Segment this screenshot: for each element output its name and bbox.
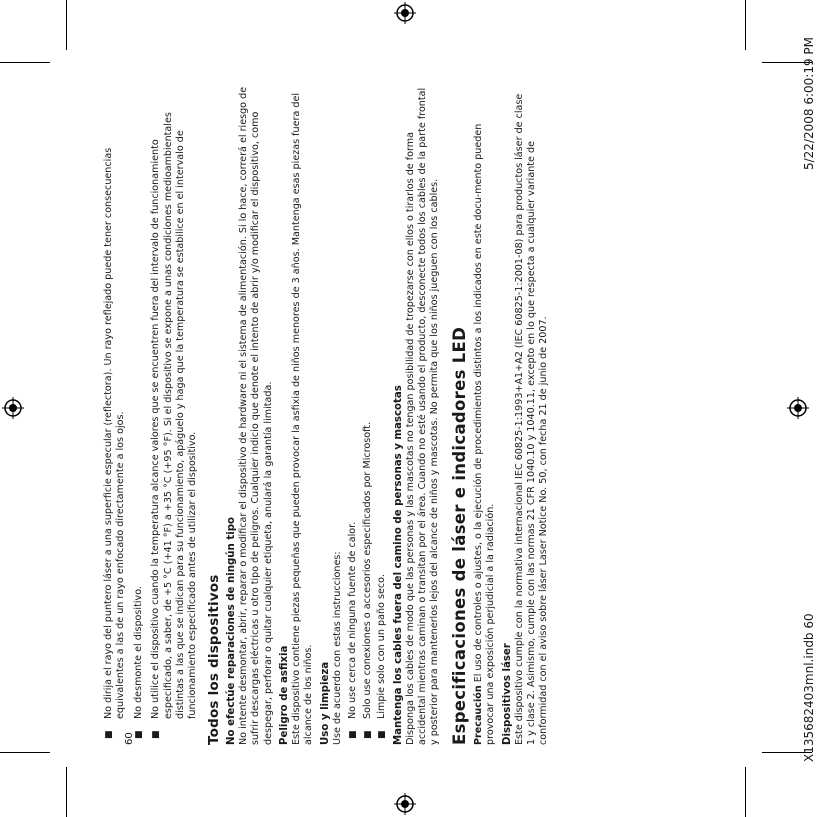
list-item: ■ No dirija el rayo del puntero láser a una superficie especular (reflectora). Un rayo reflejado puede tener consecuencias equivalentes a las de un rayo enfocado directamente a los ojos. [103,147,127,739]
bullet-icon: ■ [348,730,359,739]
choking-heading: Peligro de asfixia [279,645,291,745]
list-item: ■ No desmonte el dispositivo. [132,586,144,739]
use-intro: Use de acuerdo con estas instrucciones: [331,551,343,745]
use-bullet-list [347,85,388,745]
crop-mark-top-right [745,0,746,50]
crop-mark-bottom-left [66,767,67,817]
crop-mark-top-left [66,0,67,50]
registration-mark-bottom-icon [394,793,416,815]
cables-text: Disponga los cables de modo que las personas y las mascotas no tengan posibilidad de tropezarse con ellos o tirarlos de forma accidental mientras caminan o transitan por el área. Cuando no esté usando el producto, desconecte todos los cables de la parte frontal y posterior para mantenerlos lejos del alcance de niños y mascotas. No permita que los niños jueguen con los cables. [404,87,441,745]
caution-label: Precaución [472,685,484,745]
use-cleaning-heading: Uso y limpieza [319,661,331,745]
list-item: ■ No utilice el dispositivo cuando la temperatura alcance valores que se encuentren fuera del intervalo de funcionamiento especificado, a saber, de +5 °C (+41 °F) a +35 °C (+95 °F). Si el dispositivo se expone a unas condiciones medioambientales distintas a las que se indican para su funcionamiento, apáguelo y haga que la temperatura se estabilice en el intervalo de funcionamiento especificado antes de utilizar el dispositivo. [150,112,199,739]
top-bullet-list [103,85,200,745]
page-content [103,85,550,745]
list-item: ■ Limpie solo con un paño seco. [376,574,388,739]
bullet-icon: ■ [362,730,373,739]
crop-mark-left-bottom [0,752,50,753]
bullet-icon: ■ [151,730,162,739]
caution-text: El uso de controles o ajustes, o la ejecución de procedimientos distintos a los indicados en este docu-mento pueden provocar una exposición perjudicial a la radiación. [472,123,497,745]
bullet-icon: ■ [133,730,144,739]
section-title-all-devices: Todos los dispositivos [205,574,222,745]
repairs-text: No intente desmontar, abrir, reparar o modificar el dispositivo de hardware ni el sistema de alimentación. Si lo hace, correrá el riesgo de sufrir descargas eléctricas u otro tipo de peligros. Cualquier indicio que denote el intento de abrir y/o modificar el dispositivo, como despegar, perforar o quitar cualquier etiqueta, anulará la garantía limitada. [237,86,274,745]
laser-devices-text: Este dispositivo cumple con la normativa internacional IEC 60825-1:1993+A1+A2 (IEC 60825-1:2001-08) para productos láser de clase 1 y clase 2. Asimismo, cumple con las normas 21 CFR 1040.10 y 1040.11, excepto en lo que respecta a cualquier variante de conformidad con el aviso sobre láser Laser Notice No. 50, con fecha 21 de junio de 2007. [513,93,550,745]
registration-mark-left-icon [2,397,24,419]
crop-mark-left-top [0,62,50,63]
slug-right: 5/22/2008 6:00:19 PM [802,36,816,170]
choking-text: Este dispositivo contiene piezas pequeñas que pueden provocar la asfixia de niños menores de 3 años. Mantenga esas piezas fuera del alcance de los niños. [291,92,315,745]
page-number: 60 [124,732,135,745]
slug-left: X135682403mnl.indb 60 [802,613,816,762]
registration-mark-top-icon [394,2,416,24]
caution-paragraph [473,85,498,745]
laser-devices-heading: Dispositivos láser [501,643,513,745]
list-item: ■ Solo use conexiones o accesorios especificados por Microsoft. [361,421,373,739]
repairs-heading: No efectúe reparaciones de ningún tipo [225,517,237,745]
bullet-icon: ■ [104,730,114,739]
bullet-icon: ■ [377,730,388,739]
cables-heading: Mantenga los cables fuera del camino de personas y mascotas [392,385,404,745]
crop-mark-bottom-right [745,767,746,817]
section-title-laser: Especificaciones de láser e indicadores LED [449,326,469,745]
registration-mark-right-icon [787,397,809,419]
list-item: ■ No use cerca de ninguna fuente de calor. [347,521,359,739]
